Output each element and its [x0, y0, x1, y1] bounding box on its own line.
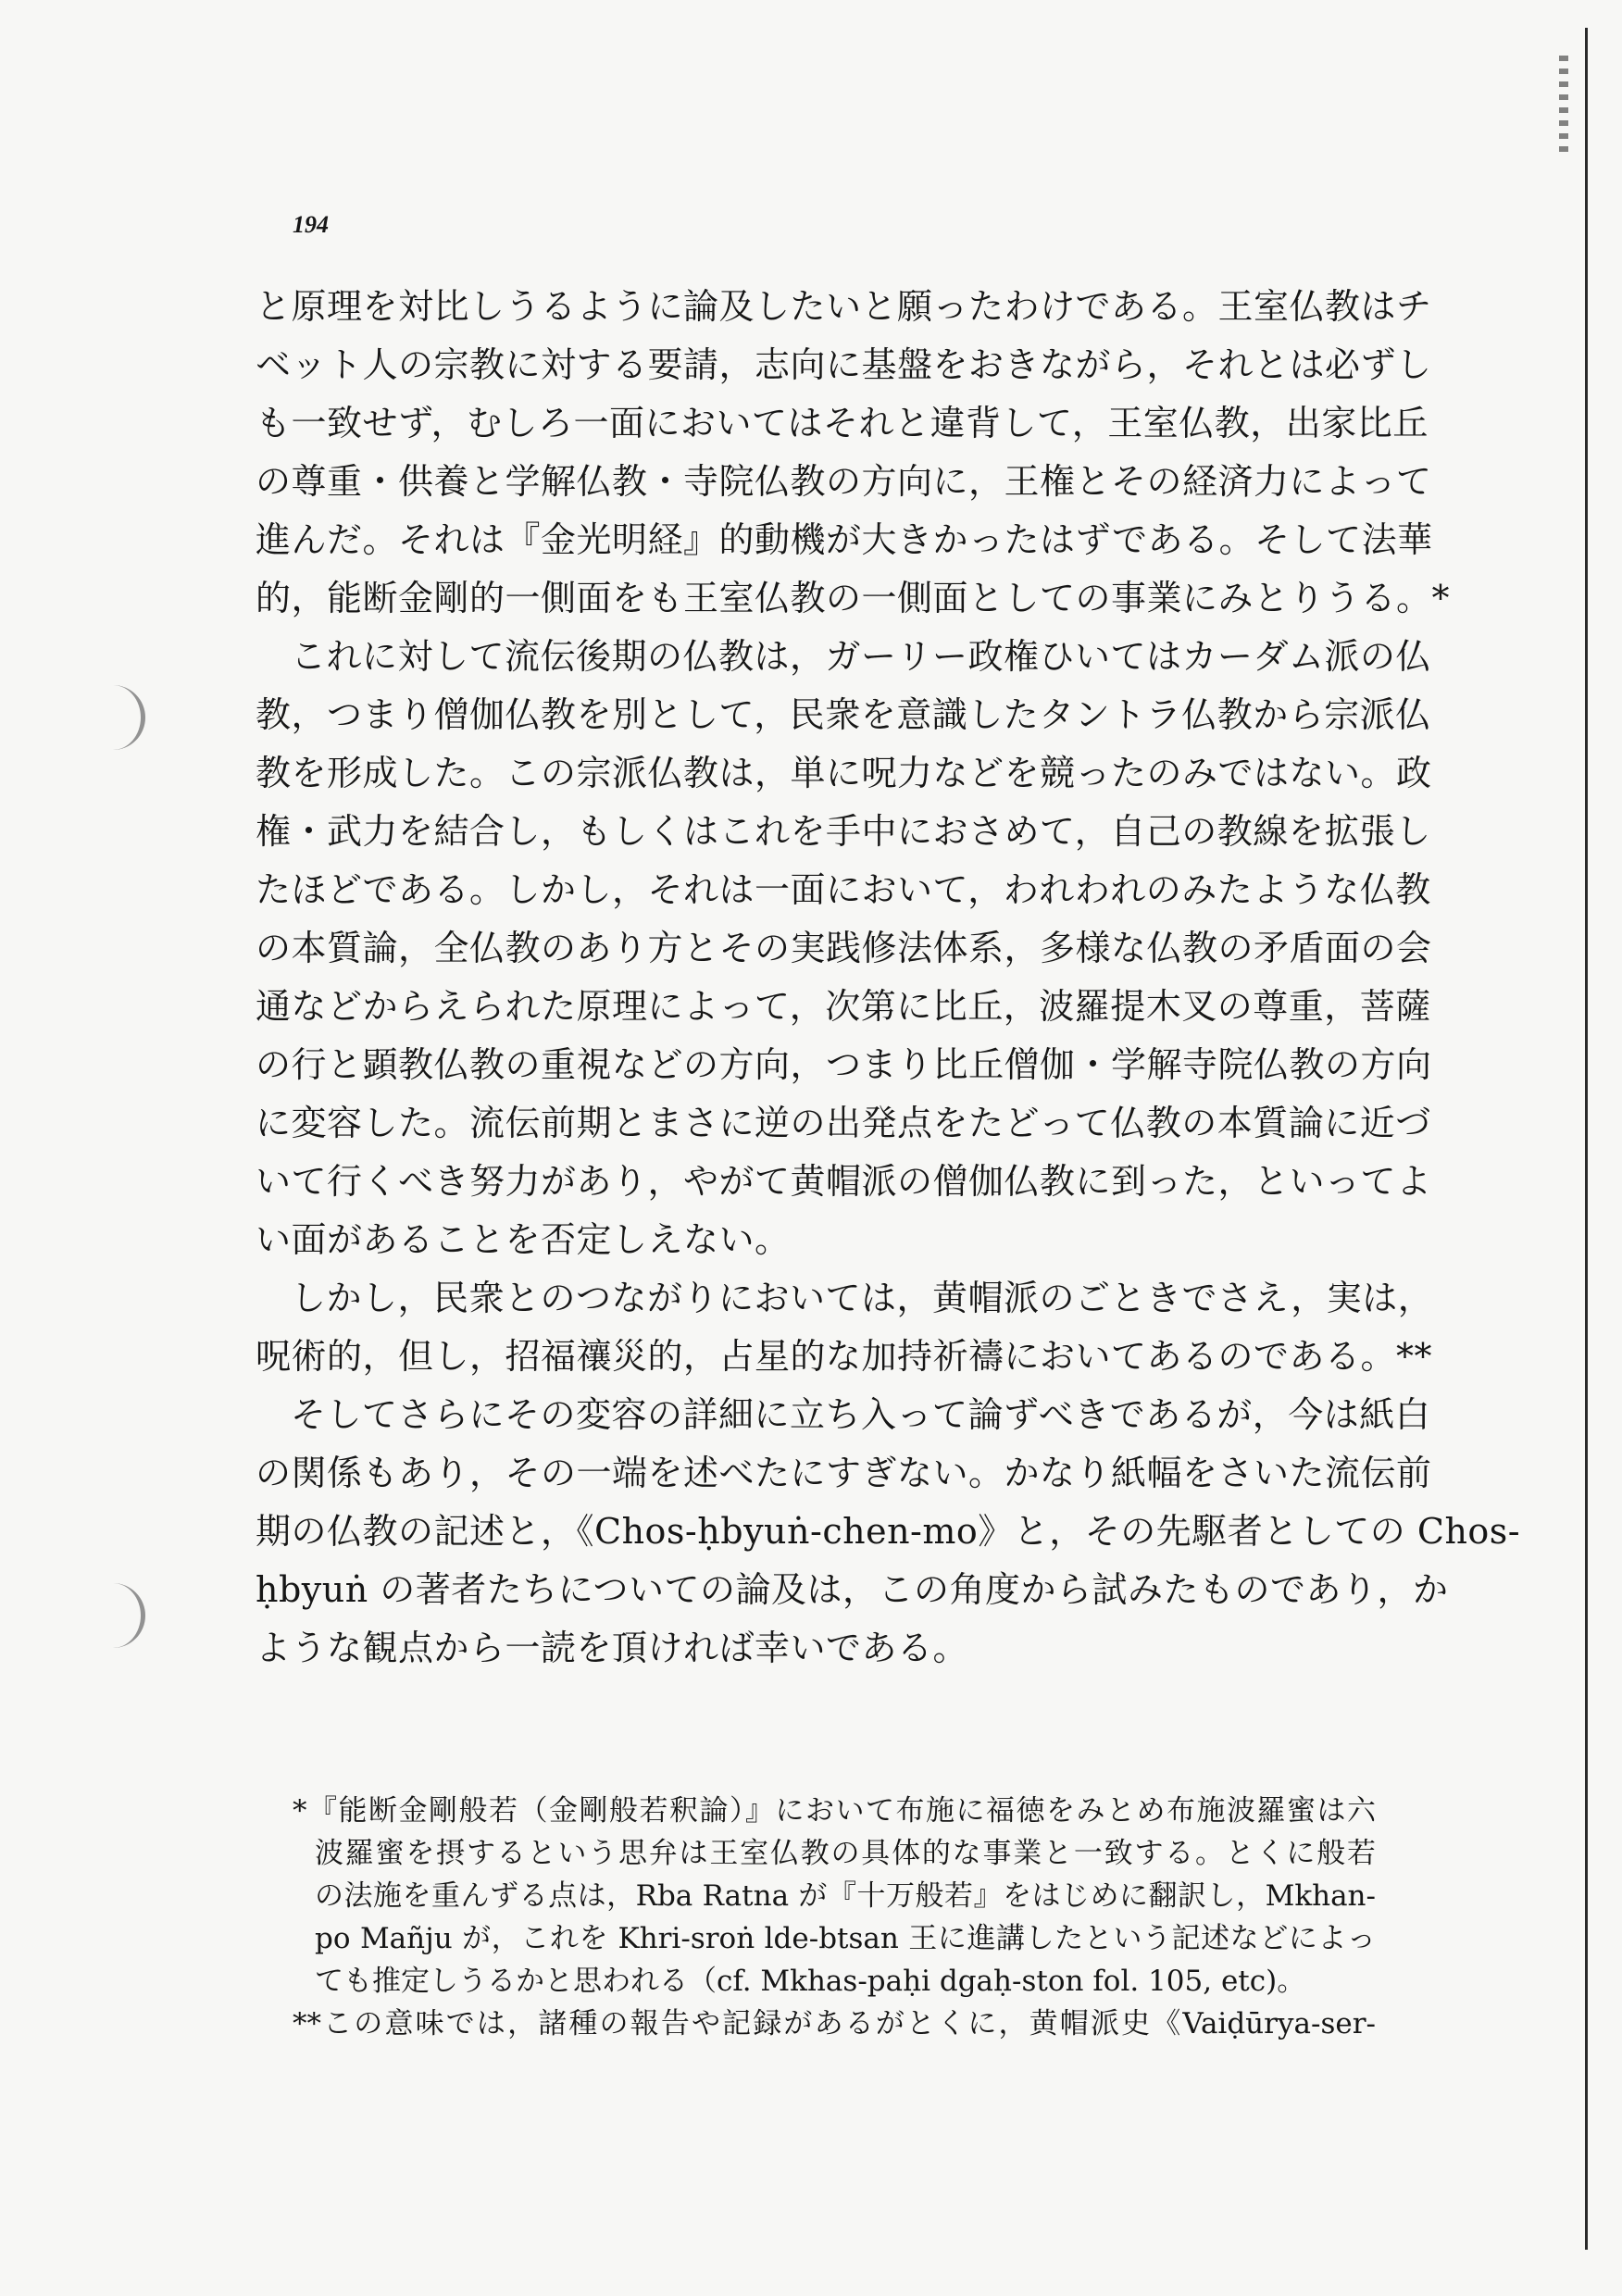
text-line: の行と顕教仏教の重視などの方向，つまり比丘僧伽・学解寺院仏教の方向 — [256, 1044, 1432, 1085]
footnote-line: 波羅蜜を摂するという思弁は王室仏教の具体的な事業と一致する。とくに般若 — [315, 1837, 1376, 1870]
punch-hole-mark — [109, 1583, 145, 1648]
text-line: 教を形成した。この宗派仏教は，単に呪力などを競ったのみではない。政 — [256, 753, 1432, 793]
binding-edge — [1585, 28, 1588, 2250]
text-line: に変容した。流伝前期とまさに逆の出発点をたどって仏教の本質論に近づ — [256, 1103, 1431, 1143]
footnote-line: po Mañju が，これを Khri-sroṅ lde-btsan 王に進講したという記述などによっ — [315, 1922, 1376, 1955]
footnotes — [293, 1790, 1376, 2045]
text-line: と原理を対比しうるように論及したいと願ったわけである。王室仏教はチ — [256, 286, 1432, 327]
footnote-line: ても推定しうるかと思われる（cf. Mkhas-paḥi dgaḥ-ston fol. 105, etc)。 — [315, 1965, 1306, 1998]
text-line: 期の仏教の記述と，《Chos-ḥbyuṅ-chen-mo》と，その先駆者としての Chos- — [256, 1511, 1521, 1552]
punch-hole-mark — [109, 685, 145, 750]
text-line: ḥbyuṅ の著者たちについての論及は，この角度から試みたものであり，か — [256, 1569, 1449, 1610]
text-line: 進んだ。それは『金光明経』的動機が大きかったはずである。そして法華 — [256, 519, 1433, 560]
text-line: たほどである。しかし，それは一面において，われわれのみたような仏教 — [256, 869, 1431, 910]
footnote-line: *『能断金剛般若（金剛般若釈論）』において布施に福徳をみとめ布施波羅蜜は六 — [293, 1794, 1376, 1828]
text-line: 権・武力を結合し，もしくはこれを手中におさめて，自己の教線を拡張し — [256, 811, 1431, 852]
text-line: しかし，民衆とのつながりにおいては，黄帽派のごときでさえ，実は， — [291, 1278, 1434, 1318]
text-line: の本質論，全仏教のあり方とその実践修法体系，多様な仏教の矛盾面の会 — [256, 928, 1432, 968]
body-text — [256, 278, 1521, 1678]
footnote-line: **この意味では，諸種の報告や記録があるがとくに，黄帽派史《Vaiḍūrya-ser- — [293, 2007, 1376, 2040]
text-line: い面があることを否定しえない。 — [256, 1219, 791, 1260]
text-line: ベット人の宗教に対する要請，志向に基盤をおきながら，それとは必ずし — [256, 344, 1432, 385]
page-number: 194 — [293, 211, 329, 238]
text-line: 呪術的，但し，招福禳災的，占星的な加持祈禱においてあるのである。** — [256, 1336, 1433, 1377]
text-line: の尊重・供養と学解仏教・寺院仏教の方向に，王権とその経済力によって — [256, 461, 1432, 502]
text-line: いて行くべき努力があり，やがて黄帽派の僧伽仏教に到った，といってよ — [256, 1161, 1432, 1202]
text-line: 教，つまり僧伽仏教を別として，民衆を意識したタントラ仏教から宗派仏 — [256, 694, 1431, 735]
text-line: の関係もあり，その一端を述べたにすぎない。かなり紙幅をさいた流伝前 — [256, 1453, 1432, 1493]
text-line: これに対して流伝後期の仏教は，ガーリー政権ひいてはカーダム派の仏 — [291, 636, 1432, 677]
text-line: ような観点から一読を頂ければ幸いである。 — [256, 1628, 969, 1668]
text-line: そしてさらにその変容の詳細に立ち入って論ずべきであるが，今は紙白 — [291, 1394, 1431, 1435]
binding-mark — [1559, 56, 1568, 157]
footnote-line: の法施を重んずる点は，Rba Ratna が『十万般若』をはじめに翻訳し，Mkhan- — [315, 1879, 1376, 1913]
text-line: 的，能断金剛的一側面をも王室仏教の一側面としての事業にみとりうる。* — [256, 578, 1451, 618]
text-line: も一致せず，むしろ一面においてはそれと違背して，王室仏教，出家比丘 — [256, 403, 1429, 443]
text-line: 通などからえられた原理によって，次第に比丘，波羅提木叉の尊重，菩薩 — [256, 986, 1431, 1027]
